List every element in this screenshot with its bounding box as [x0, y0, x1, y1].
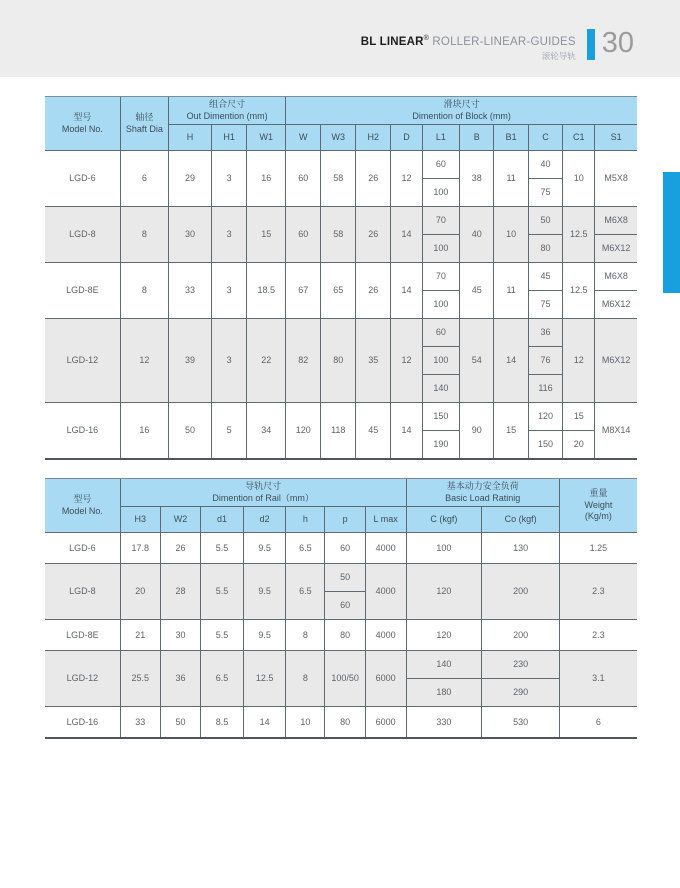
- spec-value-cell: 14: [391, 263, 422, 319]
- spec-value-cell: 8: [286, 620, 325, 651]
- column-header-cell: p: [325, 507, 365, 533]
- spec-value-cell: 116: [528, 375, 562, 403]
- spec-value-cell: 6000: [365, 707, 406, 738]
- table-row: [45, 651, 637, 679]
- spec-value-cell: 11: [494, 151, 528, 207]
- rail-dimension-table-wrapper: [45, 478, 637, 739]
- spec-value-cell: 40: [460, 207, 494, 263]
- spec-value-cell: 8: [120, 263, 168, 319]
- spec-value-cell: 4000: [365, 620, 406, 651]
- spec-value-cell: 45: [528, 263, 562, 291]
- spec-value-cell: LGD-12: [45, 319, 120, 403]
- spec-value-cell: 200: [482, 620, 560, 651]
- column-header-cell: S1: [595, 125, 637, 151]
- spec-value-cell: 70: [422, 207, 459, 235]
- spec-value-cell: 530: [482, 707, 560, 738]
- spec-value-cell: 150: [528, 431, 562, 459]
- table-row: [45, 707, 637, 738]
- registered-mark: ®: [423, 35, 430, 42]
- spec-value-cell: 54: [460, 319, 494, 403]
- spec-value-cell: 4000: [365, 533, 406, 564]
- spec-value-cell: 5.5: [201, 533, 244, 564]
- spec-value-cell: 14: [494, 319, 528, 403]
- spec-value-cell: 100: [422, 179, 459, 207]
- spec-value-cell: 60: [422, 319, 459, 347]
- column-header-cell: 轴径 Shaft Dia: [120, 97, 168, 151]
- spec-value-cell: 30: [160, 620, 200, 651]
- table-header-row: [45, 507, 637, 533]
- column-header-cell: L max: [365, 507, 406, 533]
- spec-value-cell: 8: [120, 207, 168, 263]
- spec-value-cell: 65: [321, 263, 356, 319]
- column-header-cell: H2: [356, 125, 391, 151]
- spec-value-cell: 26: [160, 533, 200, 564]
- brand-name: BL LINEAR: [360, 35, 424, 48]
- spec-value-cell: 10: [286, 707, 325, 738]
- spec-value-cell: 8.5: [201, 707, 244, 738]
- spec-value-cell: 3.1: [559, 651, 637, 707]
- spec-value-cell: 6.5: [286, 533, 325, 564]
- table-header-row: [45, 97, 637, 125]
- spec-value-cell: 11: [494, 263, 528, 319]
- spec-value-cell: 45: [356, 403, 391, 459]
- spec-value-cell: 60: [286, 207, 321, 263]
- spec-value-cell: 9.5: [243, 564, 286, 620]
- spec-value-cell: 15: [494, 403, 528, 459]
- page-number: 30: [601, 27, 634, 59]
- spec-value-cell: 40: [528, 151, 562, 179]
- spec-value-cell: 12.5: [563, 263, 595, 319]
- spec-value-cell: 20: [563, 431, 595, 459]
- spec-value-cell: 25.5: [120, 651, 160, 707]
- spec-table-block-dimensions: [45, 97, 637, 458]
- spec-value-cell: LGD-16: [45, 707, 120, 738]
- spec-value-cell: 16: [120, 403, 168, 459]
- spec-value-cell: M6X8: [595, 263, 637, 291]
- column-header-cell: 导轨尺寸 Dimention of Rail（mm）: [120, 479, 406, 507]
- spec-value-cell: 6: [559, 707, 637, 738]
- column-header-cell: d1: [201, 507, 244, 533]
- spec-value-cell: 4000: [365, 564, 406, 620]
- spec-value-cell: 2.3: [559, 620, 637, 651]
- spec-value-cell: 58: [321, 207, 356, 263]
- spec-value-cell: 20: [120, 564, 160, 620]
- spec-value-cell: 130: [482, 533, 560, 564]
- column-header-cell: h: [286, 507, 325, 533]
- spec-value-cell: 39: [168, 319, 211, 403]
- spec-value-cell: 8: [286, 651, 325, 707]
- spec-value-cell: 50: [325, 564, 365, 592]
- spec-value-cell: M6X12: [595, 319, 637, 403]
- table-row: [45, 263, 637, 291]
- spec-value-cell: 75: [528, 291, 562, 319]
- spec-value-cell: 6: [120, 151, 168, 207]
- series-title: ROLLER-LINEAR-GUIDES: [432, 35, 576, 48]
- table-row: [45, 319, 637, 347]
- spec-value-cell: 10: [494, 207, 528, 263]
- column-header-cell: 滑块尺寸 Dimention of Block (mm): [286, 97, 637, 125]
- spec-value-cell: 12.5: [243, 651, 286, 707]
- page-number-accent-bar: [587, 29, 595, 60]
- spec-value-cell: 6.5: [286, 564, 325, 620]
- column-header-cell: H3: [120, 507, 160, 533]
- spec-value-cell: 330: [406, 707, 482, 738]
- spec-value-cell: 180: [406, 679, 482, 707]
- spec-value-cell: 80: [528, 235, 562, 263]
- column-header-cell: L1: [422, 125, 459, 151]
- spec-value-cell: 10: [563, 151, 595, 207]
- spec-value-cell: 26: [356, 263, 391, 319]
- spec-value-cell: 5.5: [201, 564, 244, 620]
- spec-value-cell: LGD-16: [45, 403, 120, 459]
- spec-value-cell: 80: [325, 620, 365, 651]
- spec-value-cell: M6X8: [595, 207, 637, 235]
- spec-value-cell: LGD-8: [45, 564, 120, 620]
- table-header-row: [45, 479, 637, 507]
- spec-value-cell: 3: [212, 151, 247, 207]
- spec-value-cell: 36: [528, 319, 562, 347]
- spec-value-cell: 230: [482, 651, 560, 679]
- spec-value-cell: 26: [356, 207, 391, 263]
- column-header-cell: W3: [321, 125, 356, 151]
- spec-value-cell: 120: [406, 620, 482, 651]
- table-row: [45, 151, 637, 179]
- spec-value-cell: M8X14: [595, 403, 637, 459]
- column-header-cell: W2: [160, 507, 200, 533]
- spec-value-cell: 35: [356, 319, 391, 403]
- spec-value-cell: 17.8: [120, 533, 160, 564]
- spec-value-cell: 34: [247, 403, 286, 459]
- spec-value-cell: LGD-8: [45, 207, 120, 263]
- spec-value-cell: 140: [406, 651, 482, 679]
- spec-value-cell: 80: [321, 319, 356, 403]
- section-index-tab: [663, 172, 680, 293]
- spec-value-cell: 33: [120, 707, 160, 738]
- spec-value-cell: 80: [325, 707, 365, 738]
- masthead: [361, 29, 634, 61]
- spec-value-cell: 38: [460, 151, 494, 207]
- spec-value-cell: 82: [286, 319, 321, 403]
- spec-value-cell: 50: [168, 403, 211, 459]
- column-header-cell: 型号 Model No.: [45, 479, 120, 533]
- column-header-cell: 基本动力安全负荷 Basic Load Ratinig: [406, 479, 559, 507]
- spec-value-cell: 30: [168, 207, 211, 263]
- spec-value-cell: 118: [321, 403, 356, 459]
- series-title-chinese: 滚轮导轨: [541, 50, 576, 61]
- column-header-cell: 组合尺寸 Out Dimention (mm): [168, 97, 285, 125]
- spec-value-cell: 14: [391, 207, 422, 263]
- spec-value-cell: 150: [422, 403, 459, 431]
- brand-line: [361, 32, 576, 49]
- spec-value-cell: 3: [212, 319, 247, 403]
- spec-value-cell: 58: [321, 151, 356, 207]
- spec-value-cell: 67: [286, 263, 321, 319]
- column-header-cell: D: [391, 125, 422, 151]
- column-header-cell: B: [460, 125, 494, 151]
- table-row: [45, 620, 637, 651]
- spec-value-cell: LGD-6: [45, 151, 120, 207]
- spec-value-cell: 26: [356, 151, 391, 207]
- spec-value-cell: 16: [247, 151, 286, 207]
- table-row: [45, 207, 637, 235]
- spec-value-cell: 190: [422, 431, 459, 459]
- spec-value-cell: LGD-8E: [45, 620, 120, 651]
- spec-value-cell: 36: [160, 651, 200, 707]
- spec-value-cell: 120: [406, 564, 482, 620]
- spec-value-cell: 60: [286, 151, 321, 207]
- spec-value-cell: 2.3: [559, 564, 637, 620]
- spec-value-cell: 1.25: [559, 533, 637, 564]
- table-row: [45, 403, 637, 431]
- spec-value-cell: 12: [563, 319, 595, 403]
- spec-value-cell: 70: [422, 263, 459, 291]
- spec-value-cell: 120: [286, 403, 321, 459]
- masthead-text: [361, 29, 576, 61]
- spec-value-cell: 100: [406, 533, 482, 564]
- table-row: [45, 533, 637, 564]
- spec-value-cell: 21: [120, 620, 160, 651]
- spec-value-cell: 12: [120, 319, 168, 403]
- spec-value-cell: 3: [212, 263, 247, 319]
- spec-value-cell: 76: [528, 347, 562, 375]
- spec-value-cell: 22: [247, 319, 286, 403]
- spec-value-cell: 45: [460, 263, 494, 319]
- spec-value-cell: 12.5: [563, 207, 595, 263]
- spec-value-cell: 50: [528, 207, 562, 235]
- spec-value-cell: 28: [160, 564, 200, 620]
- spec-value-cell: LGD-8E: [45, 263, 120, 319]
- table-row: [45, 564, 637, 592]
- spec-value-cell: 12: [391, 319, 422, 403]
- spec-value-cell: 33: [168, 263, 211, 319]
- spec-value-cell: 120: [528, 403, 562, 431]
- spec-value-cell: 290: [482, 679, 560, 707]
- spec-value-cell: 100: [422, 347, 459, 375]
- spec-value-cell: 100: [422, 291, 459, 319]
- spec-value-cell: M6X12: [595, 235, 637, 263]
- spec-value-cell: 12: [391, 151, 422, 207]
- spec-value-cell: 90: [460, 403, 494, 459]
- column-header-cell: Co (kgf): [482, 507, 560, 533]
- spec-table-rail-dimensions: [45, 479, 637, 737]
- spec-value-cell: 15: [247, 207, 286, 263]
- column-header-cell: H1: [212, 125, 247, 151]
- spec-value-cell: 9.5: [243, 620, 286, 651]
- spec-value-cell: 100: [422, 235, 459, 263]
- spec-value-cell: M6X12: [595, 291, 637, 319]
- spec-value-cell: 50: [160, 707, 200, 738]
- spec-value-cell: 3: [212, 207, 247, 263]
- spec-value-cell: 14: [243, 707, 286, 738]
- spec-value-cell: 60: [325, 592, 365, 620]
- spec-value-cell: 15: [563, 403, 595, 431]
- column-header-cell: B1: [494, 125, 528, 151]
- column-header-cell: C: [528, 125, 562, 151]
- spec-value-cell: 140: [422, 375, 459, 403]
- spec-value-cell: 200: [482, 564, 560, 620]
- column-header-cell: H: [168, 125, 211, 151]
- spec-value-cell: 75: [528, 179, 562, 207]
- spec-value-cell: 9.5: [243, 533, 286, 564]
- spec-value-cell: 29: [168, 151, 211, 207]
- spec-value-cell: 14: [391, 403, 422, 459]
- spec-value-cell: LGD-12: [45, 651, 120, 707]
- column-header-cell: 重量 Weight (Kg/m): [559, 479, 637, 533]
- page-header-band: [0, 0, 680, 77]
- spec-value-cell: 100/50: [325, 651, 365, 707]
- spec-value-cell: 5: [212, 403, 247, 459]
- column-header-cell: W1: [247, 125, 286, 151]
- spec-value-cell: M5X8: [595, 151, 637, 207]
- spec-value-cell: 6000: [365, 651, 406, 707]
- column-header-cell: W: [286, 125, 321, 151]
- column-header-cell: C (kgf): [406, 507, 482, 533]
- spec-value-cell: LGD-6: [45, 533, 120, 564]
- column-header-cell: C1: [563, 125, 595, 151]
- column-header-cell: 型号 Model No.: [45, 97, 120, 151]
- spec-value-cell: 6.5: [201, 651, 244, 707]
- spec-value-cell: 60: [422, 151, 459, 179]
- block-dimension-table-wrapper: [45, 96, 637, 460]
- spec-value-cell: 18.5: [247, 263, 286, 319]
- column-header-cell: d2: [243, 507, 286, 533]
- spec-value-cell: 5.5: [201, 620, 244, 651]
- spec-value-cell: 60: [325, 533, 365, 564]
